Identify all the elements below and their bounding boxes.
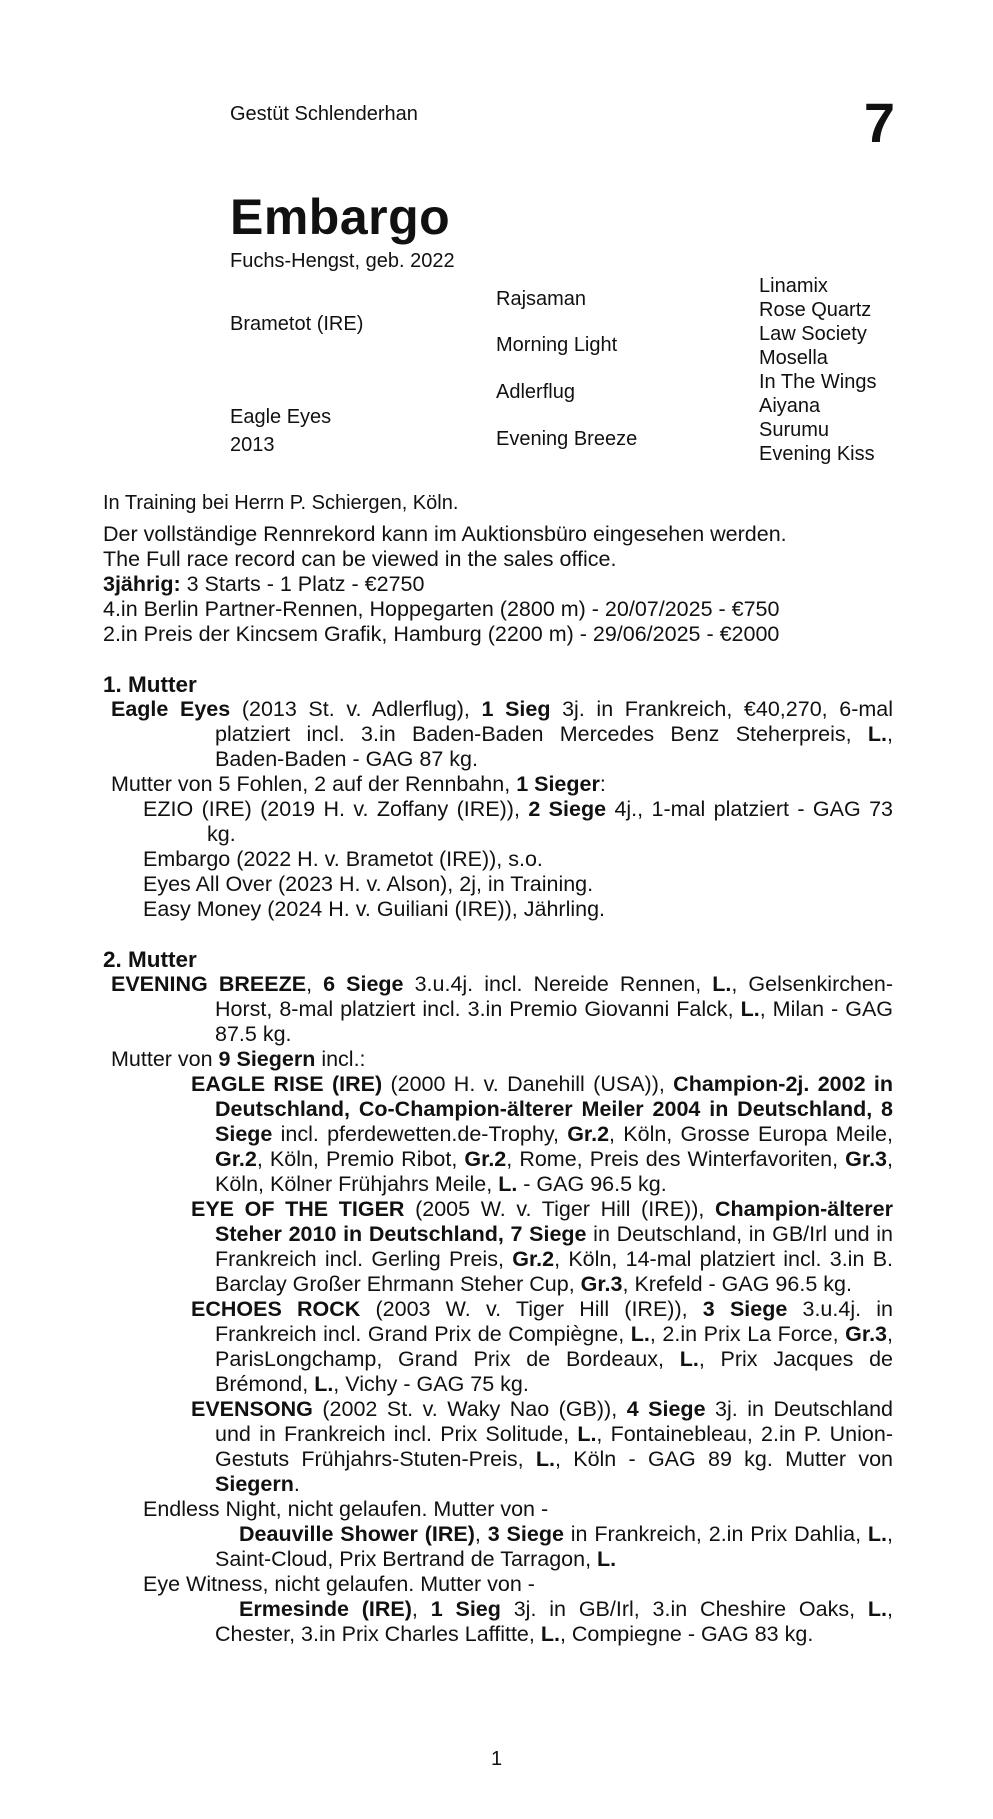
pedigree-g3-item: Rose Quartz — [759, 299, 872, 321]
text: , ParisLongchamp, Grand Prix de Bordeaux, — [215, 1322, 893, 1371]
wins: 4 Siege — [626, 1397, 706, 1421]
breeder-name: Gestüt Schlenderhan — [230, 103, 418, 125]
text: , Saint-Cloud, Prix Bertrand de Tarragon, — [215, 1522, 893, 1571]
winners: Siegern — [215, 1472, 294, 1496]
championship: Champion-2j. 2002 in Deutschland, Co-Champion-älterer Meiler 2004 in Deutschland, 8 Siege — [215, 1072, 893, 1146]
second-dam-name: EVENING BREEZE — [111, 972, 307, 996]
text: Mutter von 5 Fohlen, 2 auf der Rennbahn, — [111, 772, 517, 796]
text: 3.u.4j. in Frankreich incl. Grand Prix de Compiègne, — [215, 1297, 893, 1346]
listed: L. — [867, 722, 888, 746]
produce-entry — [103, 1397, 893, 1497]
group: Gr.2 — [567, 1122, 610, 1146]
text: (2003 W. v. Tiger Hill (IRE)), — [360, 1297, 703, 1321]
produce-name: Deauville Shower (IRE) — [239, 1522, 475, 1546]
foal-entry — [103, 797, 893, 847]
text: 3.u.4j. incl. Nereide Rennen, — [403, 972, 713, 996]
first-dam-section — [103, 672, 893, 922]
text: , 2.in Prix La Force, — [649, 1322, 846, 1346]
produce-name: EYE OF THE TIGER — [191, 1197, 405, 1221]
horse-name: Embargo — [230, 189, 451, 245]
age-label: 3jährig: — [103, 572, 181, 596]
horse-description: Fuchs-Hengst, geb. 2022 — [230, 250, 455, 272]
second-dam-section — [103, 947, 893, 1647]
foal-entry: Eyes All Over (2023 H. v. Alson), 2j, in Training. — [143, 872, 594, 896]
second-dam-produce — [103, 1047, 893, 1072]
pedigree-g3 — [759, 274, 876, 466]
text: (2002 St. v. Waky Nao (GB)), — [312, 1397, 627, 1421]
text: , Köln, Kölner Frühjahrs Meile, — [215, 1147, 893, 1196]
listed: L. — [577, 1422, 597, 1446]
listed: L. — [679, 1347, 699, 1371]
text: Mutter von — [111, 1047, 219, 1071]
produce-entry — [103, 1072, 893, 1197]
produce-name: EVENSONG — [191, 1397, 313, 1421]
age-record-text: 3 Starts - 1 Platz - €2750 — [180, 572, 425, 596]
first-dam-produce — [103, 772, 893, 797]
text: , Prix Jacques de Brémond, — [215, 1347, 894, 1396]
listed: L. — [712, 972, 732, 996]
pedigree-sire: Brametot (IRE) — [230, 313, 364, 335]
text: 3j. in GB/Irl, 3.in Cheshire Oaks, — [500, 1597, 868, 1621]
text: , Baden-Baden - GAG 87 kg. — [215, 722, 893, 771]
text: . — [293, 1472, 300, 1496]
group: Gr.3 — [580, 1272, 623, 1296]
pedigree-g3-item: Mosella — [759, 347, 828, 369]
text: , Milan - GAG 87.5 kg. — [215, 997, 894, 1046]
second-dam-entry — [103, 972, 893, 1047]
produce-entry — [103, 1297, 893, 1397]
race-entry: 2.in Preis der Kincsem Grafik, Hamburg (2200 m) - 29/06/2025 - €2000 — [103, 622, 780, 646]
pedigree-sire-dam: Morning Light — [496, 334, 618, 356]
wins: 1 Sieg — [430, 1597, 501, 1621]
text: incl.: — [315, 1047, 366, 1071]
produce-name: Ermesinde (IRE) — [239, 1597, 412, 1621]
first-dam-entry — [103, 697, 893, 772]
group: Gr.3 — [845, 1147, 888, 1171]
pedigree-sire-sire: Rajsaman — [496, 288, 587, 310]
text: 3j. in Frankreich, €40,270, 6-mal platziert incl. 3.in Baden-Baden Mercedes Benz Steherpreis, — [215, 697, 893, 746]
group: Gr.2 — [512, 1247, 555, 1271]
record-note-en: The Full race record can be viewed in the sales office. — [103, 547, 617, 571]
wins: 2 Siege — [528, 797, 607, 821]
pedigree-g3-item: Linamix — [759, 275, 828, 297]
wins: 6 Siege — [323, 972, 404, 996]
winners: 1 Sieger — [516, 772, 600, 796]
text: , Rome, Preis des Winterfavoriten, — [506, 1147, 846, 1171]
text: 4j., 1-mal platziert - GAG 73 kg. — [207, 797, 893, 846]
text: (2005 W. v. Tiger Hill (IRE)), — [404, 1197, 715, 1221]
pedigree-g3-item: Surumu — [759, 419, 830, 441]
group: Gr.2 — [464, 1147, 507, 1171]
text: (2019 H. v. Zoffany (IRE)), — [251, 797, 529, 821]
listed: L. — [540, 1622, 560, 1646]
produce-entry: Eye Witness, nicht gelaufen. Mutter von - — [143, 1572, 535, 1596]
text: : — [599, 772, 606, 796]
listed: L. — [867, 1522, 888, 1546]
foal-entry: Embargo (2022 H. v. Brametot (IRE)), s.o. — [143, 847, 543, 871]
pedigree-g3-item: Aiyana — [759, 395, 821, 417]
lot-number: 7 — [863, 91, 895, 154]
text: , — [306, 972, 324, 996]
foal-name: EZIO (IRE) — [143, 797, 252, 821]
text: (2013 St. v. Adlerflug), — [230, 697, 482, 721]
pedigree-dam: Eagle Eyes — [230, 406, 332, 428]
first-dam-name: Eagle Eyes — [111, 697, 231, 721]
pedigree-dam-sire: Adlerflug — [496, 381, 575, 403]
text: , Chester, 3.in Prix Charles Laffitte, — [215, 1597, 893, 1646]
age-record — [103, 572, 893, 597]
race-record — [103, 522, 893, 647]
second-dam-heading: 2. Mutter — [103, 947, 197, 972]
group: Gr.2 — [215, 1147, 257, 1171]
listed: L. — [597, 1547, 617, 1571]
listed: L. — [498, 1172, 518, 1196]
group: Gr.3 — [845, 1322, 888, 1346]
text: , Köln, Grosse Europa Meile, — [609, 1122, 893, 1146]
produce-name: ECHOES ROCK — [191, 1297, 361, 1321]
listed: L. — [740, 997, 760, 1021]
text: , — [474, 1522, 488, 1546]
listed: L. — [630, 1322, 650, 1346]
granddaughter-produce — [103, 1522, 893, 1572]
text: in Frankreich, 2.in Prix Dahlia, — [563, 1522, 868, 1546]
listed: L. — [314, 1372, 334, 1396]
winners: 9 Siegern — [218, 1047, 316, 1071]
pedigree-g3-item: Law Society — [759, 323, 867, 345]
first-dam-heading: 1. Mutter — [103, 672, 197, 697]
wins: 1 Sieg — [481, 697, 551, 721]
produce-name: EAGLE RISE (IRE) — [191, 1072, 383, 1096]
produce-entry — [103, 1197, 893, 1297]
pedigree-dam-dam: Evening Breeze — [496, 428, 638, 450]
text: , Vichy - GAG 75 kg. — [333, 1372, 529, 1396]
text: (2000 H. v. Danehill (USA)), — [382, 1072, 674, 1096]
championship: Champion-älterer Steher 2010 in Deutschland, 7 Siege — [215, 1197, 893, 1246]
pedigree-g3-item: Evening Kiss — [759, 443, 875, 465]
text: , Fontainebleau, 2.in P. Union-Gestuts Frühjahrs-Stuten-Preis, — [215, 1422, 893, 1471]
produce-entry: Endless Night, nicht gelaufen. Mutter von - — [143, 1497, 549, 1521]
granddaughter-produce — [103, 1597, 893, 1647]
text: incl. pferdewetten.de-Trophy, — [272, 1122, 568, 1146]
wins: 3 Siege — [487, 1522, 564, 1546]
record-note-de: Der vollständige Rennrekord kann im Auktionsbüro eingesehen werden. — [103, 522, 787, 546]
text: , Köln, 14-mal platziert incl. 3.in B. Barclay Großer Ehrmann Steher Cup, — [215, 1247, 894, 1296]
text: , Krefeld - GAG 96.5 kg. — [622, 1272, 852, 1296]
text: , Compiegne - GAG 83 kg. — [559, 1622, 814, 1646]
race-entry: 4.in Berlin Partner-Rennen, Hoppegarten (2800 m) - 20/07/2025 - €750 — [103, 597, 780, 621]
pedigree-g3-item: In The Wings — [759, 371, 877, 393]
wins: 3 Siege — [702, 1297, 788, 1321]
listed: L. — [867, 1597, 887, 1621]
text: , Gelsenkirchen-Horst, 8-mal platziert incl. 3.in Premio Giovanni Falck, — [215, 972, 894, 1021]
text: , — [411, 1597, 431, 1621]
text: 3j. in Deutschland und in Frankreich incl. Prix Solitude, — [215, 1397, 893, 1446]
text: in Deutschland, in GB/Irl und in Frankreich incl. Gerling Preis, — [215, 1222, 894, 1271]
text: , Köln, Premio Ribot, — [256, 1147, 465, 1171]
pedigree-dam-year: 2013 — [230, 434, 275, 456]
page-number: 1 — [490, 1748, 503, 1770]
text: - GAG 96.5 kg. — [517, 1172, 667, 1196]
text: , Köln - GAG 89 kg. Mutter von — [554, 1447, 893, 1471]
trainer-note: In Training bei Herrn P. Schiergen, Köln. — [103, 492, 459, 514]
foal-entry: Easy Money (2024 H. v. Guiliani (IRE)), Jährling. — [143, 897, 606, 921]
listed: L. — [535, 1447, 555, 1471]
